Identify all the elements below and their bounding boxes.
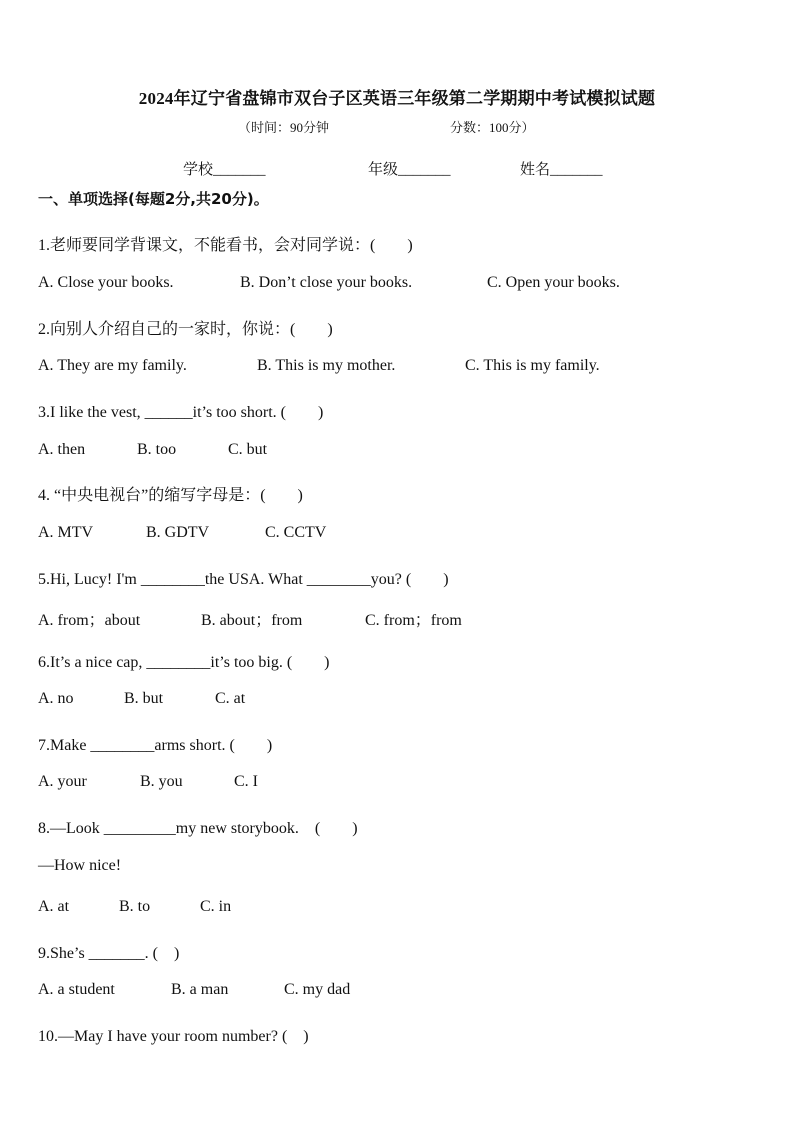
option-b: B. This is my mother. — [257, 357, 396, 374]
question-8-reply: —How nice! — [38, 857, 122, 874]
option-b: B. a man — [171, 981, 229, 998]
option-a: A. Close your books. — [38, 274, 174, 291]
option-b: B. but — [124, 690, 164, 707]
option-a: A. They are my family. — [38, 357, 187, 374]
question-5-options — [38, 607, 462, 630]
name-field: 姓名_______ — [520, 162, 603, 178]
question-10-stem: 10.—May I have your room number? ( ) — [38, 1028, 309, 1045]
section-title: 一、单项选择(每题2分,共20分)。 — [38, 190, 269, 208]
option-b: B. too — [137, 441, 177, 458]
question-1-options — [38, 274, 620, 292]
question-1-stem: 1.老师要同学背课文，不能看书，会对同学说：( ) — [38, 237, 413, 254]
question-5-stem: 5.Hi, Lucy! I'm ________the USA. What ________you? ( ) — [38, 571, 449, 588]
time-limit: （时间：90分钟 — [238, 120, 330, 135]
question-8-stem: 8.—Look _________my new storybook. ( ) — [38, 820, 358, 837]
question-3-options — [38, 441, 267, 459]
option-a: A. no — [38, 690, 74, 707]
option-a: A. your — [38, 773, 87, 790]
option-c: C. I — [234, 773, 258, 790]
option-a: A. then — [38, 441, 86, 458]
question-4-options — [38, 524, 326, 542]
option-a: A. MTV — [38, 524, 94, 541]
option-a: A. at — [38, 898, 70, 915]
page-title: 2024年辽宁省盘锦市双台子区英语三年级第二学期期中考试模拟试题 — [138, 89, 656, 108]
question-7-options — [38, 773, 258, 791]
option-c: C. at — [215, 690, 246, 707]
question-6-stem: 6.It’s a nice cap, ________it’s too big. ( ) — [38, 654, 330, 671]
option-c: C. CCTV — [265, 524, 327, 541]
option-c: C. but — [228, 441, 268, 458]
question-9-stem: 9.She’s _______. ( ) — [38, 945, 180, 962]
question-7-stem: 7.Make ________arms short. ( ) — [38, 737, 273, 754]
option-b: B. to — [119, 898, 151, 915]
option-b: B. GDTV — [146, 524, 210, 541]
question-8-options — [38, 898, 231, 916]
option-c: C. from；from — [365, 612, 462, 629]
option-a: A. from；about — [38, 612, 141, 629]
grade-field: 年级_______ — [368, 162, 451, 178]
option-b: B. you — [140, 773, 183, 790]
question-2-stem: 2.向别人介绍自己的一家时，你说：( ) — [38, 321, 333, 338]
option-a: A. a student — [38, 981, 115, 998]
question-2-options — [38, 357, 600, 375]
option-c: C. This is my family. — [465, 357, 600, 374]
option-b: B. about；from — [201, 612, 303, 629]
total-score: 分数：100分） — [450, 120, 535, 135]
question-6-options — [38, 690, 245, 708]
question-3-stem: 3.I like the vest, ______it’s too short. ( ) — [38, 404, 324, 421]
school-field: 学校_______ — [183, 162, 266, 178]
option-c: C. in — [200, 898, 232, 915]
option-c: C. Open your books. — [487, 274, 620, 291]
option-b: B. Don’t close your books. — [240, 274, 413, 291]
option-c: C. my dad — [284, 981, 351, 998]
question-9-options — [38, 981, 350, 999]
question-4-stem: 4. “中央电视台”的缩写字母是：( ) — [38, 487, 303, 504]
